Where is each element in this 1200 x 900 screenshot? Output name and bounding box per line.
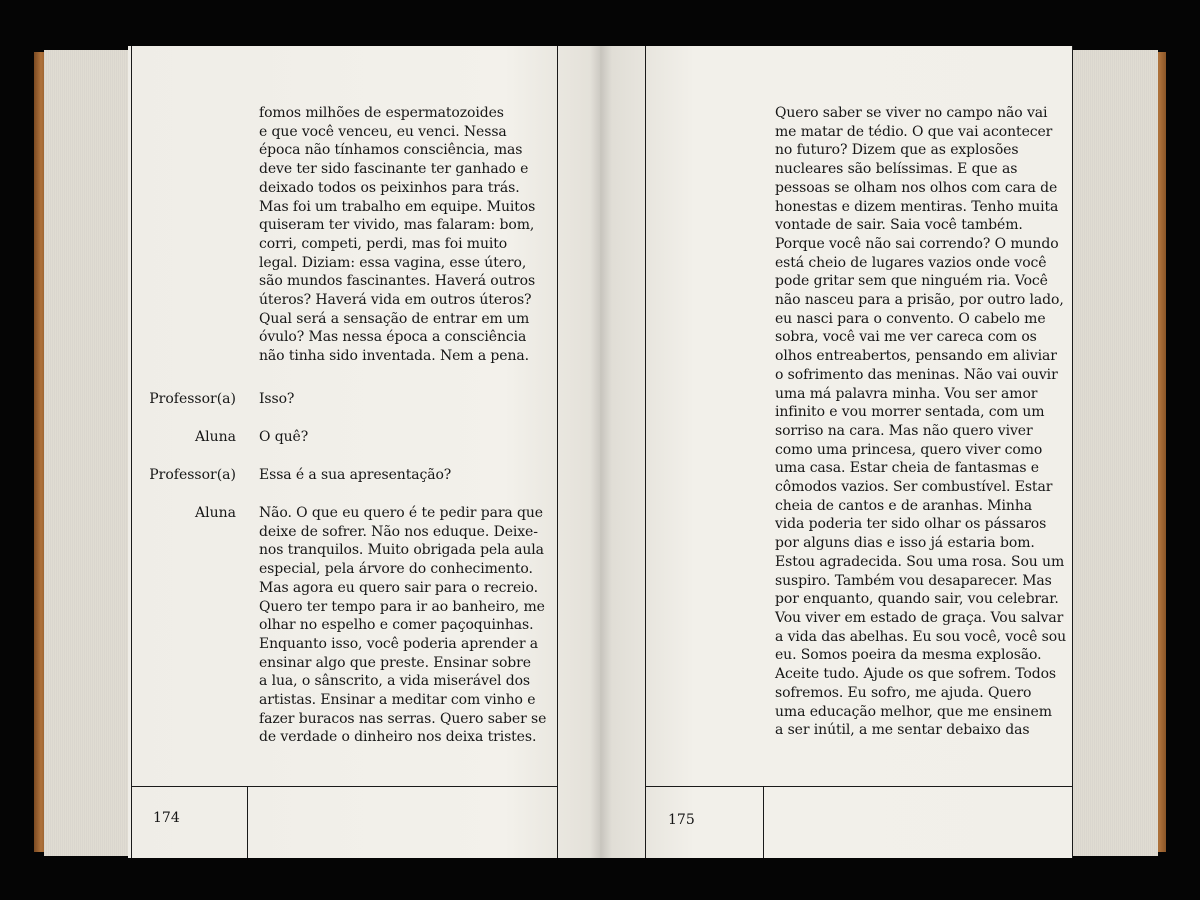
speaker-label: Professor(a) xyxy=(149,391,236,407)
left-footer-rule xyxy=(131,786,558,787)
book-gutter xyxy=(590,46,612,858)
page-number-right: 175 xyxy=(668,812,695,828)
page-stack-right xyxy=(1066,50,1158,856)
dialogue-line: Não. O que eu quero é te pedir para que deixe de sofrer. Não nos eduque. Deixe- nos tranquilos. Muito obrigada pela aula especial, pela árvore do conhecimento. Mas agora eu quero sair para o recreio. Quero ter tempo para ir ao banheiro, me olhar no espelho e comer paçoquinhas. Enquanto isso, você poderia aprender a ensinar algo que preste. Ensinar sobre a lua, o sânscrito, a vida miserável dos artistas. Ensinar a meditar com vinho e fazer buracos nas serras. Quero saber se de verdade o dinheiro nos deixa tristes. xyxy=(259,505,547,746)
right-footer-rule xyxy=(645,786,1073,787)
right-frame-outer-line xyxy=(1072,46,1073,858)
left-footer-divider xyxy=(247,786,248,858)
dialogue-line: Essa é a sua apresentação? xyxy=(259,467,452,483)
speaker-label: Professor(a) xyxy=(149,467,236,483)
page-number-left: 174 xyxy=(153,810,180,826)
left-frame-inner-line xyxy=(557,46,558,858)
left-frame-outer-line xyxy=(131,46,132,858)
dialogue-line: Isso? xyxy=(259,391,295,407)
right-frame-inner-line xyxy=(645,46,646,858)
dialogue-line: O quê? xyxy=(259,429,309,445)
speaker-label: Aluna xyxy=(195,505,236,521)
right-paragraph: Quero saber se viver no campo não vai me matar de tédio. O que vai acontecer no futuro? Dizem que as explosões nucleares são belíssimas. E que as pessoas se olham nos olhos com cara de honestas e dizem mentiras. Tenho muita vontade de sair. Saia você também. Porque você não sai correndo? O mundo está cheio de lugares vazios onde você pode gritar sem que ninguém ria. Você não nasceu para a prisão, por outro lado, eu nasci para o convento. O cabelo me sobra, você vai me ver careca com os olhos entreabertos, pensando em aliviar o sofrimento das meninas. Não vai ouvir uma má palavra minha. Vou ser amor infinito e vou morrer sentada, com um sorriso na cara. Mas não quero viver como uma princesa, quero viver como uma casa. Estar cheia de fantasmas e cômodos vazios. Ser combustível. Estar cheia de cantos e de aranhas. Minha vida poderia ter sido olhar os pássaros por alguns dias e isso já estaria bom. Estou agradecida. Sou uma rosa. Sou um suspiro. Também vou desaparecer. Mas por enquanto, quando sair, vou celebrar. Vou viver em estado de graça. Vou salvar a vida das abelhas. Eu sou você, você sou eu. Somos poeira da mesma explosão. Aceite tudo. Ajude os que sofrem. Todos sofremos. Eu sofro, me ajuda. Quero uma educação melhor, que me ensinem a ser inútil, a me sentar debaixo das xyxy=(775,105,1066,739)
page-stack-left xyxy=(44,50,134,856)
left-opening-paragraph: fomos milhões de espermatozoides e que você venceu, eu venci. Nessa época não tínhamos consciência, mas deve ter sido fascinante ter ganhado e deixado todos os peixinhos para trás. Mas foi um trabalho em equipe. Muitos quiseram ter vivido, mas falaram: bom, corri, competi, perdi, mas foi muito legal. Diziam: essa vagina, esse útero, são mundos fascinantes. Haverá outros úteros? Haverá vida em outros úteros? Qual será a sensação de entrar em um óvulo? Mas nessa época a consciência não tinha sido inventada. Nem a pena. xyxy=(259,105,536,365)
speaker-label: Aluna xyxy=(195,429,236,445)
right-footer-divider xyxy=(763,786,764,858)
